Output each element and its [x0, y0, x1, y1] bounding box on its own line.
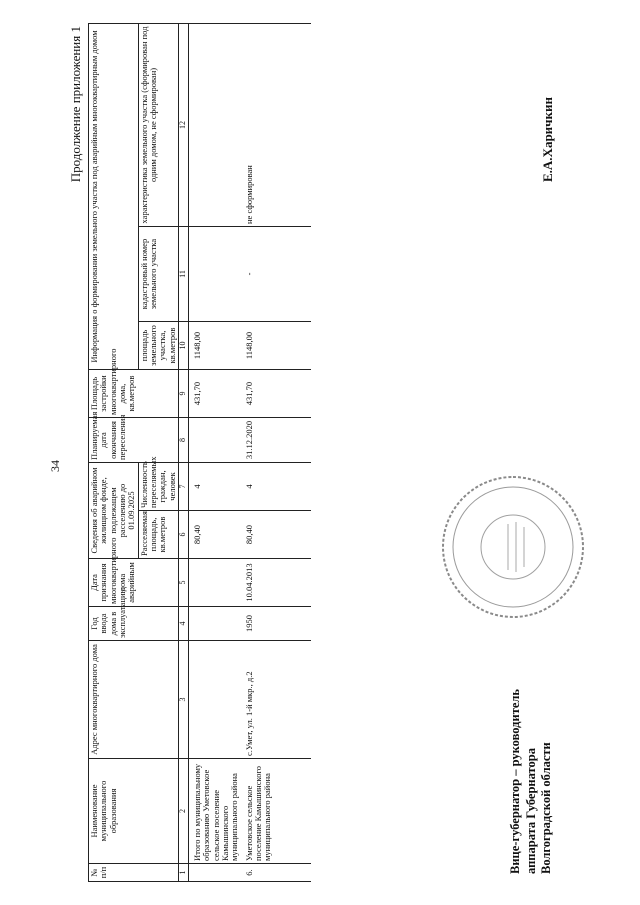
header-land-area: площадь земельного участка, кв.метров — [138, 322, 178, 370]
signature-block — [508, 689, 555, 874]
header-n: № п/п — [89, 864, 179, 882]
cell-cadastral — [188, 227, 240, 322]
cell-land-char — [188, 23, 240, 226]
header-cadastral: кадастровый номер земельного участка — [138, 227, 178, 322]
column-numbers-row — [179, 23, 189, 881]
cell-planned — [188, 418, 240, 463]
cell-people: 4 — [188, 463, 240, 511]
signature-line: Вице-губернатор – руководитель — [508, 688, 522, 874]
document-sheet — [8, 12, 618, 892]
cell-n: 6. — [241, 864, 311, 882]
col-number: 5 — [179, 559, 189, 607]
col-number: 10 — [179, 322, 189, 370]
cell-built: 431,70 — [188, 370, 240, 418]
cell-planned: 31.12.2020 — [241, 418, 311, 463]
signature-line: аппарата Губернатора — [523, 748, 538, 874]
col-number: 11 — [179, 227, 189, 322]
cell-area: 80,40 — [241, 511, 311, 559]
signatory-name: Е.А.Харичкин — [540, 97, 555, 182]
cell-land-area: 1148,00 — [188, 322, 240, 370]
header-area-resettled: Расселяемая площадь, кв.метров — [138, 511, 178, 559]
cell-address — [188, 641, 240, 759]
cell-year — [188, 607, 240, 641]
cell-built: 431,70 — [241, 370, 311, 418]
col-number: 3 — [179, 641, 189, 759]
col-number: 1 — [179, 864, 189, 882]
col-number: 8 — [179, 418, 189, 463]
col-number: 12 — [179, 23, 189, 226]
cell-date-recognition: 10.04.2013 — [241, 559, 311, 607]
header-planned-date: Планируемая дата окончания переселения — [89, 418, 179, 463]
cell-land-char: не сформирован — [241, 23, 311, 226]
cell-area: 80,40 — [188, 511, 240, 559]
cell-people: 4 — [241, 463, 311, 511]
cell-year: 1950 — [241, 607, 311, 641]
header-housing-group: Сведения об аварийном жилищном фонде, подлежащем расселению до 01.09.2025 — [89, 463, 139, 559]
cell-cadastral: - — [241, 227, 311, 322]
col-number: 7 — [179, 463, 189, 511]
table-row — [188, 23, 240, 881]
header-date-recognition: Дата признания многоквартирного дома аварийным — [89, 559, 179, 607]
housing-table — [88, 23, 311, 882]
cell-land-area: 1148,00 — [241, 322, 311, 370]
cell-name: Уметовское сельское поселение Камышинского муниципального района — [241, 759, 311, 864]
page-number: 34 — [48, 460, 62, 472]
cell-address: с.Умет, ул. 1-й мкр., д.2 — [241, 641, 311, 759]
continuation-title: Продолжение приложения 1 — [68, 26, 83, 183]
col-number: 4 — [179, 607, 189, 641]
header-people: Численность переселяемых граждан, человек — [138, 463, 178, 511]
cell-n — [188, 864, 240, 882]
header-address: Адрес многоквартирного дома — [89, 641, 179, 759]
official-seal — [438, 472, 588, 622]
signature-line: Волгоградской области — [539, 742, 554, 874]
table-row — [241, 23, 311, 881]
col-number: 9 — [179, 370, 189, 418]
header-land-char: характеристика земельного участка (сформирован под одним домом, не сформирован) — [138, 23, 178, 226]
header-name: Наименование муниципального образования — [89, 759, 179, 864]
col-number: 6 — [179, 511, 189, 559]
col-number: 2 — [179, 759, 189, 864]
header-built-area: Площадь застройки многоквартирного дома, кв.метров — [89, 370, 179, 418]
cell-name: Итого по муниципальному образованию Уметовское сельское поселение Камышинского муниципального района — [188, 759, 240, 864]
header-year: Год ввода дома в эксплуатацию — [89, 607, 179, 641]
cell-date-recognition — [188, 559, 240, 607]
header-land-group: Информация о формировании земельного участка под аварийным многоквартирным домом — [89, 23, 139, 369]
